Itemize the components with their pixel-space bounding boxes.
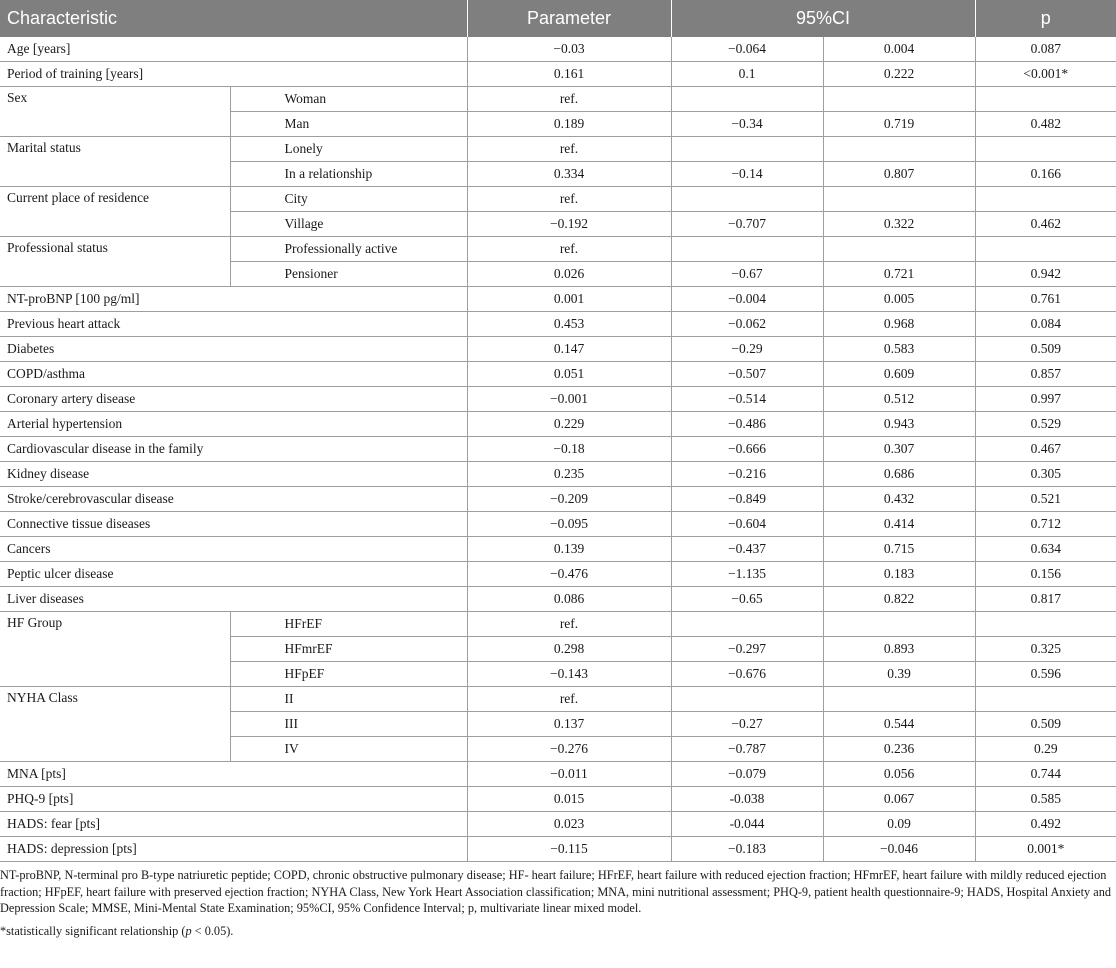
header-characteristic: Characteristic (0, 0, 467, 37)
p-cell: 0.744 (975, 762, 1116, 787)
row-label: Period of training [years] (0, 62, 467, 87)
ci-low-cell (671, 87, 823, 112)
abbreviations-note: NT-proBNP, N-terminal pro B-type natriuretic peptide; COPD, chronic obstructive pulmonary disease; HF- heart failure; HFrEF, heart failure with reduced ejection fraction; HFmrEF, heart failure with mildly reduced ejection fraction; HFpEF, heart failure with preserved ejection fraction; NYHA Class, New York Heart Association classification; MNA, mini nutritional assessment; PHQ-9, patient health questionnaire-9; HADS, Hospital Anxiety and Depression Scale; MMSE, Mini-Mental State Examination; 95%CI, 95% Confidence Interval; p, multivariate linear mixed model. (0, 868, 1111, 915)
group-label: HF Group (0, 612, 230, 687)
p-cell: 0.596 (975, 662, 1116, 687)
table-row (0, 387, 1116, 412)
ci-low-cell: −0.849 (671, 487, 823, 512)
p-cell: 0.084 (975, 312, 1116, 337)
table-row (0, 187, 1116, 212)
ci-high-cell: 0.222 (823, 62, 975, 87)
ci-low-cell: -0.044 (671, 812, 823, 837)
table-row (0, 512, 1116, 537)
p-cell: 0.001* (975, 837, 1116, 862)
parameter-cell: 0.015 (467, 787, 671, 812)
p-cell (975, 187, 1116, 212)
header-p: p (975, 0, 1116, 37)
p-cell: 0.521 (975, 487, 1116, 512)
ci-high-cell: 0.583 (823, 337, 975, 362)
ci-high-cell: 0.721 (823, 262, 975, 287)
ci-low-cell: −0.604 (671, 512, 823, 537)
row-label: Cardiovascular disease in the family (0, 437, 467, 462)
significance-expr: p (185, 923, 192, 938)
ci-high-cell (823, 687, 975, 712)
table-row (0, 237, 1116, 262)
table-row (0, 62, 1116, 87)
ci-high-cell: 0.183 (823, 562, 975, 587)
p-cell: 0.29 (975, 737, 1116, 762)
p-cell: 0.817 (975, 587, 1116, 612)
ci-high-cell: 0.414 (823, 512, 975, 537)
ci-high-cell: −0.046 (823, 837, 975, 862)
ci-high-cell (823, 87, 975, 112)
table-row (0, 787, 1116, 812)
parameter-cell: 0.023 (467, 812, 671, 837)
ci-low-cell (671, 137, 823, 162)
table-row (0, 487, 1116, 512)
table-row (0, 537, 1116, 562)
header-row (0, 0, 1116, 37)
table-row (0, 287, 1116, 312)
ci-high-cell: 0.09 (823, 812, 975, 837)
table-row (0, 312, 1116, 337)
p-cell (975, 687, 1116, 712)
ci-high-cell: 0.004 (823, 37, 975, 62)
p-cell: 0.585 (975, 787, 1116, 812)
parameter-cell: 0.026 (467, 262, 671, 287)
level-label: HFmrEF (230, 637, 467, 662)
ci-low-cell: −0.183 (671, 837, 823, 862)
level-label: Woman (230, 87, 467, 112)
ci-low-cell: −0.216 (671, 462, 823, 487)
table-footnotes (0, 867, 1116, 939)
table-row (0, 762, 1116, 787)
ci-low-cell: −0.787 (671, 737, 823, 762)
group-label: Sex (0, 87, 230, 137)
row-label: HADS: depression [pts] (0, 837, 467, 862)
p-cell: 0.156 (975, 562, 1116, 587)
parameter-cell: 0.086 (467, 587, 671, 612)
ci-high-cell: 0.943 (823, 412, 975, 437)
ci-high-cell: 0.39 (823, 662, 975, 687)
ci-low-cell: −0.514 (671, 387, 823, 412)
p-cell: 0.857 (975, 362, 1116, 387)
table-row (0, 337, 1116, 362)
parameter-cell: ref. (467, 687, 671, 712)
parameter-cell: −0.011 (467, 762, 671, 787)
p-cell: 0.712 (975, 512, 1116, 537)
ci-high-cell: 0.822 (823, 587, 975, 612)
ci-high-cell: 0.968 (823, 312, 975, 337)
ci-high-cell: 0.005 (823, 287, 975, 312)
parameter-cell: −0.209 (467, 487, 671, 512)
ci-high-cell: 0.056 (823, 762, 975, 787)
group-label: Marital status (0, 137, 230, 187)
p-cell: 0.305 (975, 462, 1116, 487)
row-label: Previous heart attack (0, 312, 467, 337)
parameter-cell: −0.115 (467, 837, 671, 862)
group-label: NYHA Class (0, 687, 230, 762)
parameter-cell: 0.334 (467, 162, 671, 187)
ci-low-cell: −0.004 (671, 287, 823, 312)
ci-low-cell: −0.14 (671, 162, 823, 187)
parameter-cell: 0.161 (467, 62, 671, 87)
significance-prefix: *statistically significant relationship ( (0, 923, 186, 938)
p-cell: 0.997 (975, 387, 1116, 412)
parameter-cell: −0.276 (467, 737, 671, 762)
p-cell (975, 612, 1116, 637)
table-row (0, 137, 1116, 162)
parameter-cell: −0.18 (467, 437, 671, 462)
ci-high-cell: 0.719 (823, 112, 975, 137)
ci-high-cell (823, 187, 975, 212)
ci-high-cell: 0.715 (823, 537, 975, 562)
ci-high-cell: 0.893 (823, 637, 975, 662)
ci-low-cell: −0.297 (671, 637, 823, 662)
parameter-cell: ref. (467, 137, 671, 162)
row-label: Cancers (0, 537, 467, 562)
p-cell: 0.087 (975, 37, 1116, 62)
parameter-cell: 0.453 (467, 312, 671, 337)
header-ci: 95%CI (671, 0, 975, 37)
parameter-cell: 0.229 (467, 412, 671, 437)
p-cell (975, 237, 1116, 262)
p-cell: 0.509 (975, 712, 1116, 737)
parameter-cell: 0.139 (467, 537, 671, 562)
ci-low-cell: -0.038 (671, 787, 823, 812)
ci-high-cell (823, 137, 975, 162)
parameter-cell: 0.189 (467, 112, 671, 137)
row-label: Liver diseases (0, 587, 467, 612)
p-cell: 0.942 (975, 262, 1116, 287)
ci-low-cell: −0.707 (671, 212, 823, 237)
p-cell: 0.492 (975, 812, 1116, 837)
ci-low-cell (671, 187, 823, 212)
parameter-cell: −0.001 (467, 387, 671, 412)
parameter-cell: ref. (467, 87, 671, 112)
level-label: Lonely (230, 137, 467, 162)
level-label: Pensioner (230, 262, 467, 287)
significance-note (0, 923, 1116, 940)
ci-high-cell: 0.307 (823, 437, 975, 462)
ci-high-cell: 0.512 (823, 387, 975, 412)
ci-low-cell: −0.65 (671, 587, 823, 612)
level-label: HFpEF (230, 662, 467, 687)
p-cell: 0.166 (975, 162, 1116, 187)
p-cell: 0.529 (975, 412, 1116, 437)
row-label: Arterial hypertension (0, 412, 467, 437)
parameter-cell: 0.051 (467, 362, 671, 387)
parameter-cell: 0.235 (467, 462, 671, 487)
parameter-cell: −0.03 (467, 37, 671, 62)
row-label: PHQ-9 [pts] (0, 787, 467, 812)
table-row (0, 687, 1116, 712)
level-label: HFrEF (230, 612, 467, 637)
row-label: Age [years] (0, 37, 467, 62)
level-label: IV (230, 737, 467, 762)
p-cell: 0.482 (975, 112, 1116, 137)
ci-high-cell: 0.807 (823, 162, 975, 187)
group-label: Current place of residence (0, 187, 230, 237)
p-cell: 0.634 (975, 537, 1116, 562)
table-row (0, 812, 1116, 837)
ci-low-cell: −0.486 (671, 412, 823, 437)
p-cell: <0.001* (975, 62, 1116, 87)
parameter-cell: −0.192 (467, 212, 671, 237)
ci-high-cell: 0.686 (823, 462, 975, 487)
ci-low-cell: −0.666 (671, 437, 823, 462)
row-label: Connective tissue diseases (0, 512, 467, 537)
row-label: HADS: fear [pts] (0, 812, 467, 837)
p-cell: 0.761 (975, 287, 1116, 312)
parameter-cell: 0.137 (467, 712, 671, 737)
parameter-cell: ref. (467, 187, 671, 212)
ci-low-cell: −0.27 (671, 712, 823, 737)
ci-low-cell: −0.29 (671, 337, 823, 362)
level-label: Professionally active (230, 237, 467, 262)
level-label: City (230, 187, 467, 212)
table-row (0, 587, 1116, 612)
ci-high-cell (823, 237, 975, 262)
table-row (0, 837, 1116, 862)
group-label: Professional status (0, 237, 230, 287)
ci-low-cell: −1.135 (671, 562, 823, 587)
significance-suffix: < 0.05). (191, 923, 234, 938)
parameter-cell: ref. (467, 612, 671, 637)
row-label: Kidney disease (0, 462, 467, 487)
table-row (0, 437, 1116, 462)
p-cell: 0.325 (975, 637, 1116, 662)
p-cell (975, 87, 1116, 112)
p-cell (975, 137, 1116, 162)
ci-low-cell: −0.676 (671, 662, 823, 687)
parameter-cell: −0.095 (467, 512, 671, 537)
parameter-cell: −0.143 (467, 662, 671, 687)
row-label: Peptic ulcer disease (0, 562, 467, 587)
row-label: Stroke/cerebrovascular disease (0, 487, 467, 512)
row-label: Diabetes (0, 337, 467, 362)
level-label: II (230, 687, 467, 712)
parameter-cell: 0.298 (467, 637, 671, 662)
ci-high-cell: 0.236 (823, 737, 975, 762)
table-row (0, 612, 1116, 637)
parameter-cell: −0.476 (467, 562, 671, 587)
ci-low-cell: −0.437 (671, 537, 823, 562)
ci-low-cell: 0.1 (671, 62, 823, 87)
ci-low-cell: −0.67 (671, 262, 823, 287)
ci-high-cell: 0.322 (823, 212, 975, 237)
table-row (0, 87, 1116, 112)
ci-low-cell: −0.064 (671, 37, 823, 62)
row-label: Coronary artery disease (0, 387, 467, 412)
table-row (0, 462, 1116, 487)
ci-high-cell: 0.432 (823, 487, 975, 512)
level-label: Village (230, 212, 467, 237)
p-cell: 0.467 (975, 437, 1116, 462)
ci-high-cell: 0.544 (823, 712, 975, 737)
ci-low-cell (671, 237, 823, 262)
p-cell: 0.462 (975, 212, 1116, 237)
ci-high-cell: 0.067 (823, 787, 975, 812)
p-cell: 0.509 (975, 337, 1116, 362)
table-row (0, 412, 1116, 437)
ci-low-cell (671, 612, 823, 637)
table-row (0, 562, 1116, 587)
parameter-cell: 0.001 (467, 287, 671, 312)
ci-low-cell (671, 687, 823, 712)
level-label: III (230, 712, 467, 737)
parameter-cell: ref. (467, 237, 671, 262)
header-parameter: Parameter (467, 0, 671, 37)
ci-high-cell: 0.609 (823, 362, 975, 387)
table-row (0, 362, 1116, 387)
ci-low-cell: −0.079 (671, 762, 823, 787)
ci-low-cell: −0.34 (671, 112, 823, 137)
table-row (0, 37, 1116, 62)
row-label: COPD/asthma (0, 362, 467, 387)
row-label: MNA [pts] (0, 762, 467, 787)
row-label: NT-proBNP [100 pg/ml] (0, 287, 467, 312)
level-label: In a relationship (230, 162, 467, 187)
ci-high-cell (823, 612, 975, 637)
level-label: Man (230, 112, 467, 137)
ci-low-cell: −0.062 (671, 312, 823, 337)
ci-low-cell: −0.507 (671, 362, 823, 387)
parameter-cell: 0.147 (467, 337, 671, 362)
